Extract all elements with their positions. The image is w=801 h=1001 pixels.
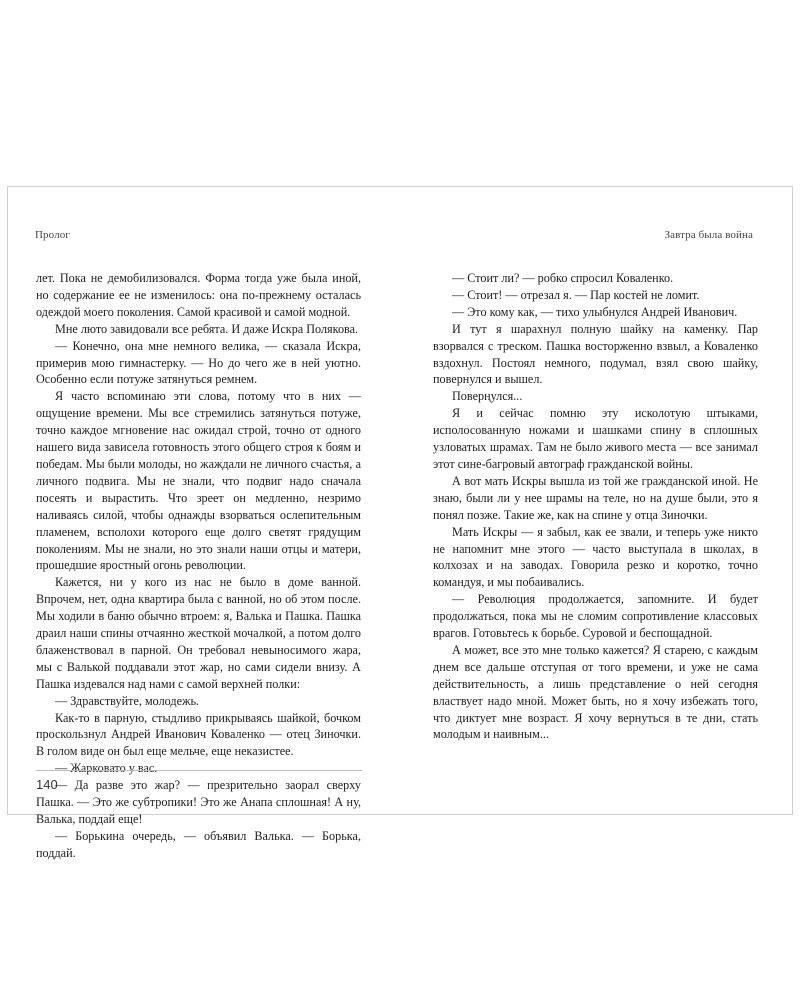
paragraph: Мне люто завидовали все ребята. И даже Искра Полякова. — [55, 321, 359, 336]
paragraph: — Стоит! — отрезал я. — Пар костей не ломит. — [452, 287, 700, 302]
footer-rule — [36, 770, 362, 771]
page-number: 140 — [36, 777, 58, 792]
paragraph: — Конечно, она мне немного велика, — сказала Искра, примерив мою гимнастерку. — Но до чего же в ней уютно. Особенно если потуже затянуться ремнем. — [36, 338, 361, 387]
paragraph: А вот мать Искры вышла из той же гражданской иной. Не знаю, были ли у нее шрамы на теле, но на душе были, это я понял позже. Такие же, как на спине у отца Зиночки. — [433, 473, 758, 522]
paragraph: — Борькина очередь, — объявил Валька. — Борька, поддай. — [36, 828, 361, 860]
paragraph: — Это кому как, — тихо улыбнулся Андрей Иванович. — [452, 304, 738, 319]
running-head-left: Пролог — [35, 229, 70, 241]
paragraph: Я и сейчас помню эту исколотую штыками, исполосованную ножами и шашками спину в сплошных узловатых шрамах. Там не было живого места — все занимал этот сине-багровый автограф гражданской войны. — [433, 406, 758, 471]
paragraph: Кажется, ни у кого из нас не было в доме ванной. Впрочем, нет, одна квартира была с ванной, но об этом после. Мы ходили в баню обычно втроем: я, Валька и Пашка. Пашка драил наши спины отчаянно жесткой мочалкой, а потом долго блаженствовал в парной. Он требовал невыносимого жара, мы с Валькой поддавали этот жар, но сами сидели внизу. А Пашка издевался над нами с самой верхней полки: — [36, 575, 361, 691]
right-text-column — [433, 270, 758, 743]
paragraph: — Революция продолжается, запомните. И будет продолжаться, пока мы не сломим сопротивление классовых врагов. Готовьтесь к борьбе. Суровой и беспощадной. — [433, 592, 758, 641]
paragraph: — Жарковато у вас. — [55, 761, 158, 776]
left-text-column — [36, 270, 361, 862]
paragraph: Как-то в парную, стыдливо прикрываясь шайкой, бочком проскользнул Андрей Иванович Коваленко — отец Зиночки. В голом виде он был еще мельче, еще неказистее. — [36, 710, 361, 759]
paragraph: лет. Пока не демобилизовался. Форма тогда уже была иной, но содержание ее не изменилось: она по-прежнему осталась одеждой моего поколения. Самой красивой и самой модной. — [36, 271, 361, 319]
paragraph: — Стоит ли? — робко спросил Коваленко. — [452, 271, 674, 285]
running-head-right: Завтра была война — [664, 229, 753, 241]
paragraph: И тут я шарахнул полную шайку на каменку. Пар взорвался с треском. Пашка восторженно взвыл, а Коваленко вздохнул. Постоял немного, подумал, взял свою шайку, повернулся и вышел. — [433, 321, 758, 387]
paragraph: А может, все это мне только кажется? Я старею, с каждым днем все дальше отступая от того времени, и уже не сама действительность, а лишь представление о ней сегодня властвует надо мной. Может быть, но я хочу избежать того, что диктует мне возраст. Я хочу вернуться в те дни, стать молодым и наивным... — [433, 642, 758, 742]
paragraph: — Да разве это жар? — презрительно заорал сверху Пашка. — Это же субтропики! Это же Анапа сплошная! А ну, Валька, поддай еще! — [36, 778, 361, 826]
paragraph: Я часто вспоминаю эти слова, потому что в них — ощущение времени. Мы все стремились затянуться потуже, точно каждое мгновение нас ожидал строй, точно от одного нашего вида зависела готовность этого общего строя к боям и победам. Мы были молоды, но жаждали не личного счастья, а личного подвига. Мы не знали, что подвиг надо сначала посеять и вырастить. Что зреет он медленно, незримо наливаясь силой, чтобы однажды взорваться ослепительным пламенем, всполохи которого еще долго светят грядущим поколениям. Мы не знали, но это знали наши отцы и матери, прошедшие яростный огонь революции. — [36, 389, 361, 573]
paragraph: Поверңулся... — [452, 389, 523, 404]
paragraph: Мать Искры — я забыл, как ее звали, и теперь уже никто не напомнит мне этого — часто выступала в школах, в колхозах и на заводах. Говорила резко и коротко, точно командуя, и мы побаивались. — [433, 524, 758, 590]
paragraph: — Здравствуйте, молодежь. — [55, 693, 200, 708]
